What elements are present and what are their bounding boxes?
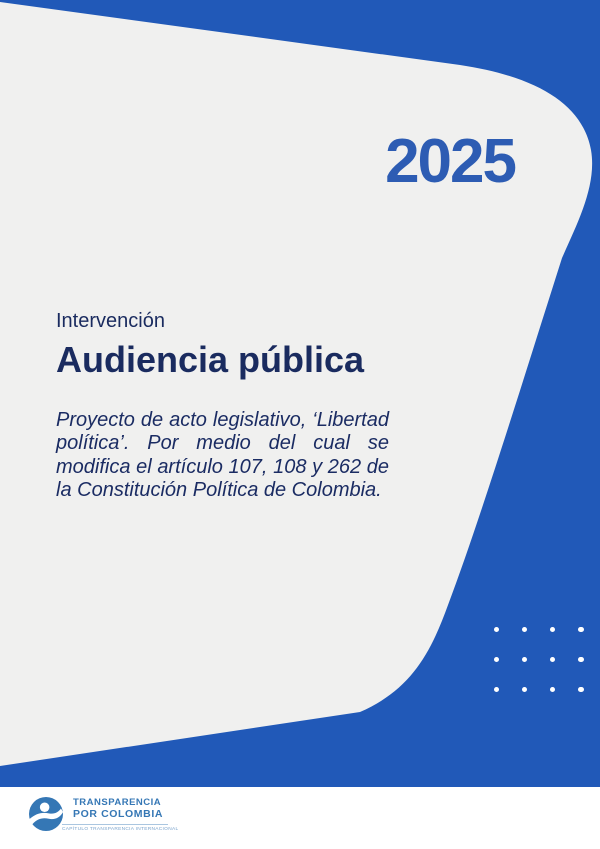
dot xyxy=(494,657,499,662)
dot xyxy=(550,657,555,662)
dot xyxy=(578,687,583,692)
dot xyxy=(550,627,555,632)
page-title: Audiencia pública xyxy=(56,339,365,380)
paragraph-line: Proyecto de acto legislativo, ‘Libertad xyxy=(56,409,389,431)
transparencia-logo-icon xyxy=(29,797,63,831)
paragraph-line: política’. Por medio del cual se xyxy=(56,432,389,455)
logo-caption: CAPÍTULO TRANSPARENCIA INTERNACIONAL xyxy=(62,827,179,832)
paragraph-line: modifica el artículo 107, 108 y 262 de xyxy=(56,455,389,478)
intro-paragraph xyxy=(56,409,389,503)
dot xyxy=(578,627,583,632)
org-logo xyxy=(28,794,188,842)
dot-grid-decoration xyxy=(482,614,596,705)
dot xyxy=(522,627,527,632)
logo-text-line1: TRANSPARENCIA xyxy=(73,797,162,808)
cover-text-block xyxy=(56,309,416,382)
dot xyxy=(522,687,527,692)
dot xyxy=(578,657,583,662)
dot xyxy=(550,687,555,692)
year-label: 2025 xyxy=(385,127,515,196)
dot xyxy=(494,687,499,692)
footer-bar xyxy=(0,787,600,849)
paragraph-line: la Constitución Política de Colombia. xyxy=(56,479,382,502)
logo-divider xyxy=(62,824,168,825)
dot xyxy=(522,657,527,662)
dot xyxy=(494,627,499,632)
logo-text-line2: POR COLOMBIA xyxy=(73,808,164,820)
kicker-label: Intervención xyxy=(56,310,165,332)
